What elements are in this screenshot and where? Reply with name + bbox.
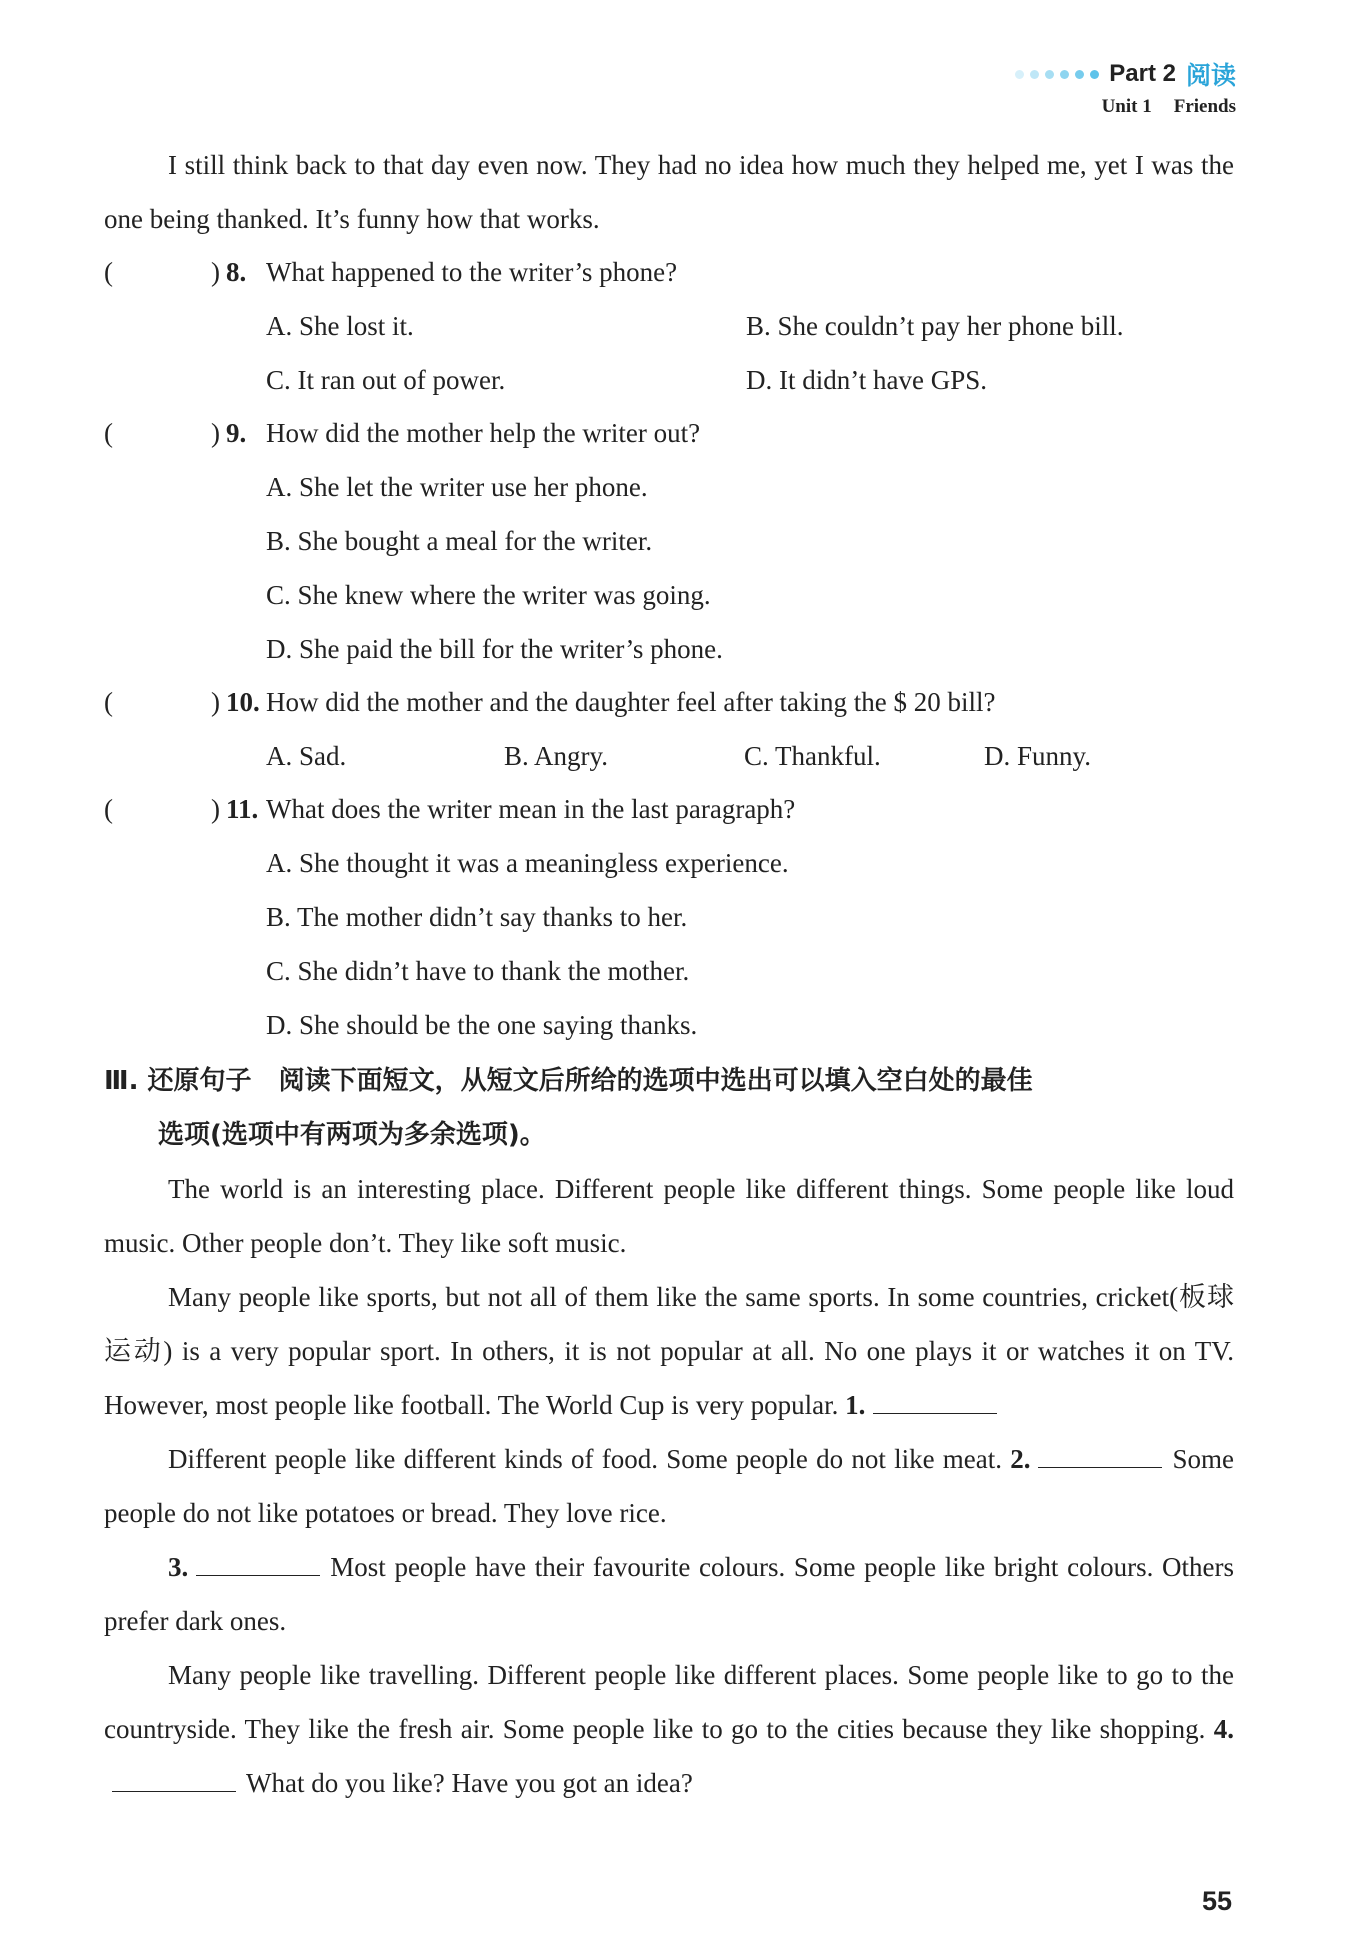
question-number: 10. <box>226 687 260 717</box>
question-11 <box>104 783 1234 836</box>
blank-number-2: 2. <box>1010 1444 1031 1474</box>
question-number: 8. <box>226 257 247 287</box>
passage-paragraph-2: Many people like sports, but not all of them like the same sports. In some countries, cricket(板球运动) is a very popular sport. In others, it is not popular at all. No one plays it or watches it on TV. However, most people like football. The World Cup is very popular. 1. <box>104 1282 1234 1420</box>
header-unit-line <box>1015 96 1236 118</box>
option: A. She let the writer use her phone. <box>266 472 648 502</box>
section-3-heading <box>104 1054 1234 1162</box>
blank-number-1: 1. <box>845 1390 866 1420</box>
option: D. Funny. <box>984 741 1092 771</box>
blank-number-4: 4. <box>1213 1714 1234 1744</box>
answer-bracket[interactable]: ( ) <box>104 418 220 448</box>
question-9-options <box>104 460 1234 676</box>
option: B. The mother didn’t say thanks to her. <box>266 902 688 932</box>
blank-4[interactable] <box>112 1769 236 1792</box>
answer-bracket[interactable]: ( ) <box>104 257 220 287</box>
option: B. Angry. <box>504 741 609 771</box>
header-part-line <box>1015 56 1236 92</box>
option: C. It ran out of power. <box>266 365 506 395</box>
option: C. She didn’t have to thank the mother. <box>266 956 690 986</box>
option: D. She should be the one saying thanks. <box>266 1010 698 1040</box>
section-instruction-2: 选项(选项中有两项为多余选项)。 <box>158 1120 546 1150</box>
page-content <box>104 138 1234 1810</box>
option: C. Thankful. <box>744 741 881 771</box>
question-10-options <box>104 729 1234 783</box>
question-number: 9. <box>226 418 247 448</box>
answer-bracket[interactable]: ( ) <box>104 794 220 824</box>
decorative-dots <box>1015 70 1099 79</box>
question-10 <box>104 676 1234 729</box>
question-text: What happened to the writer’s phone? <box>266 257 678 287</box>
header-part-zh: 阅读 <box>1185 61 1236 90</box>
question-8-options <box>104 299 1234 407</box>
header-part: Part 2 <box>1109 60 1176 87</box>
blank-2[interactable] <box>1038 1445 1162 1468</box>
question-11-options <box>104 836 1234 1052</box>
option: A. Sad. <box>266 741 347 771</box>
passage-paragraph-3: Different people like different kinds of food. Some people do not like meat. 2. Some people do not like potatoes or bread. They love rice. <box>104 1444 1234 1528</box>
option: A. She thought it was a meaningless experience. <box>266 848 789 878</box>
question-text: How did the mother help the writer out? <box>266 418 701 448</box>
option: B. She bought a meal for the writer. <box>266 526 653 556</box>
question-text: What does the writer mean in the last paragraph? <box>266 794 796 824</box>
header-unit: Unit 1 <box>1101 96 1152 117</box>
passage-paragraph-1: The world is an interesting place. Different people like different things. Some people like loud music. Other people don’t. They like soft music. <box>104 1174 1234 1258</box>
option: C. She knew where the writer was going. <box>266 580 711 610</box>
section-label: Ⅲ. 还原句子 <box>104 1066 252 1096</box>
passage-paragraph-4: 3. Most people have their favourite colours. Some people like bright colours. Others prefer dark ones. <box>104 1552 1234 1636</box>
intro-paragraph: I still think back to that day even now. They had no idea how much they helped me, yet I was the one being thanked. It’s funny how that works. <box>104 150 1234 234</box>
option: D. She paid the bill for the writer’s phone. <box>266 634 723 664</box>
option: B. She couldn’t pay her phone bill. <box>746 311 1124 341</box>
answer-bracket[interactable]: ( ) <box>104 687 220 717</box>
header-unit-title: Friends <box>1173 96 1236 117</box>
option: A. She lost it. <box>266 311 414 341</box>
question-9 <box>104 407 1234 460</box>
question-8 <box>104 246 1234 299</box>
question-text: How did the mother and the daughter feel after taking the $ 20 bill? <box>266 687 996 717</box>
passage-paragraph-5: Many people like travelling. Different people like different places. Some people like to go to the countryside. They like the fresh air. Some people like to go to the cities because they like shopping. 4.What do you like? Have you got an idea? <box>104 1660 1234 1798</box>
page-header <box>1015 56 1236 118</box>
section-instruction-1: 阅读下面短文，从短文后所给的选项中选出可以填入空白处的最佳 <box>278 1066 1033 1096</box>
page-number: 55 <box>1201 1886 1232 1916</box>
blank-number-3: 3. <box>168 1552 189 1582</box>
blank-1[interactable] <box>873 1391 997 1414</box>
blank-3[interactable] <box>196 1553 320 1576</box>
option: D. It didn’t have GPS. <box>746 365 987 395</box>
question-number: 11. <box>226 794 259 824</box>
